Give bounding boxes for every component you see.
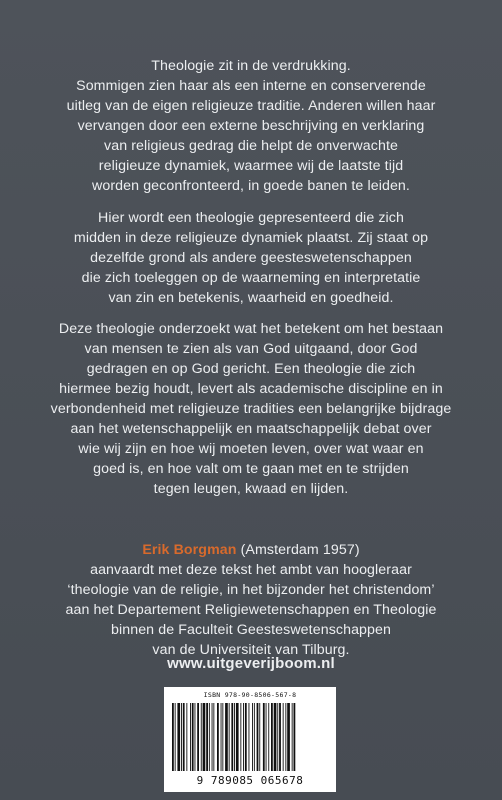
publisher-url: www.uitgeverijboom.nl [167, 655, 335, 672]
author-line [0, 540, 502, 560]
author-text-line: ‘theologie van de religie, in het bijzonder het christendom’ [67, 582, 435, 598]
author-text-line: aan het Departement Religiewetenschappen en Theologie [65, 602, 437, 618]
blurb-paragraph-1 [0, 56, 502, 196]
author-info: (Amsterdam 1957) [236, 542, 360, 558]
blurb-line: verbondenheid met religieuze tradities een belangrijke bijdrage [50, 401, 452, 417]
author-text-line: binnen de Faculteit Geesteswetenschappen [110, 622, 392, 638]
blurb-line: gedragen en op God gericht. Een theologie die zich [86, 361, 416, 377]
blurb-line: van zin en betekenis, waarheid en goedheid. [108, 290, 394, 306]
blurb-line: goed is, en hoe valt om te gaan met en te strijden [93, 461, 409, 477]
blurb-line: dezelfde grond als andere geesteswetenschappen [90, 250, 412, 266]
blurb-line: worden geconfronteerd, in goede banen te leiden. [92, 178, 410, 194]
blurb-line: vervangen door een externe beschrijving en verklaring [77, 118, 425, 134]
blurb-line: Theologie zit in de verdrukking. [151, 58, 351, 74]
barcode-label [164, 687, 336, 792]
blurb-line: Deze theologie onderzoekt wat het betekent om het bestaan [58, 321, 444, 337]
author-text-line: van de Universiteit van Tilburg. [152, 642, 350, 658]
blurb-line: wie wij zijn en hoe wij moeten leven, over wat waar en [78, 441, 424, 457]
blurb-line: aan het wetenschappelijk en maatschappelijk debat over [70, 421, 432, 437]
author-name: Erik Borgman [142, 542, 237, 558]
blurb-line: tegen leugen, kwaad en lijden. [153, 481, 349, 497]
blurb-line: hiermee bezig houdt, levert als academische discipline en in [59, 381, 443, 397]
blurb-line: van mensen te zien als van God uitgaand, door God [84, 341, 418, 357]
blurb-paragraph-3 [0, 319, 502, 499]
blurb-paragraph-2 [0, 208, 502, 308]
blurb-line: Sommigen zien haar als een interne en conserverende [76, 78, 426, 94]
isbn-label: ISBN 978-90-8506-567-8 [203, 691, 297, 699]
blurb-line: van religieus gedrag die helpt de onverwachte [104, 138, 398, 154]
author-text-line: aanvaardt met deze tekst het ambt van hoogleraar [90, 562, 412, 578]
blurb-line: Hier wordt een theologie gepresenteerd die zich [98, 210, 404, 226]
blurb-line: religieuze dynamiek, waarmee wij de laatste tijd [98, 158, 404, 174]
blurb-line: midden in deze religieuze dynamiek plaatst. Zij staat op [73, 230, 429, 246]
author-paragraph [0, 540, 502, 660]
blurb-line: die zich toeleggen op de waarneming en interpretatie [81, 270, 421, 286]
blurb-line: uitleg van de eigen religieuze traditie. Anderen willen haar [66, 98, 436, 114]
barcode-number: 9 789085 065678 [196, 774, 304, 787]
barcode-icon [170, 703, 330, 773]
